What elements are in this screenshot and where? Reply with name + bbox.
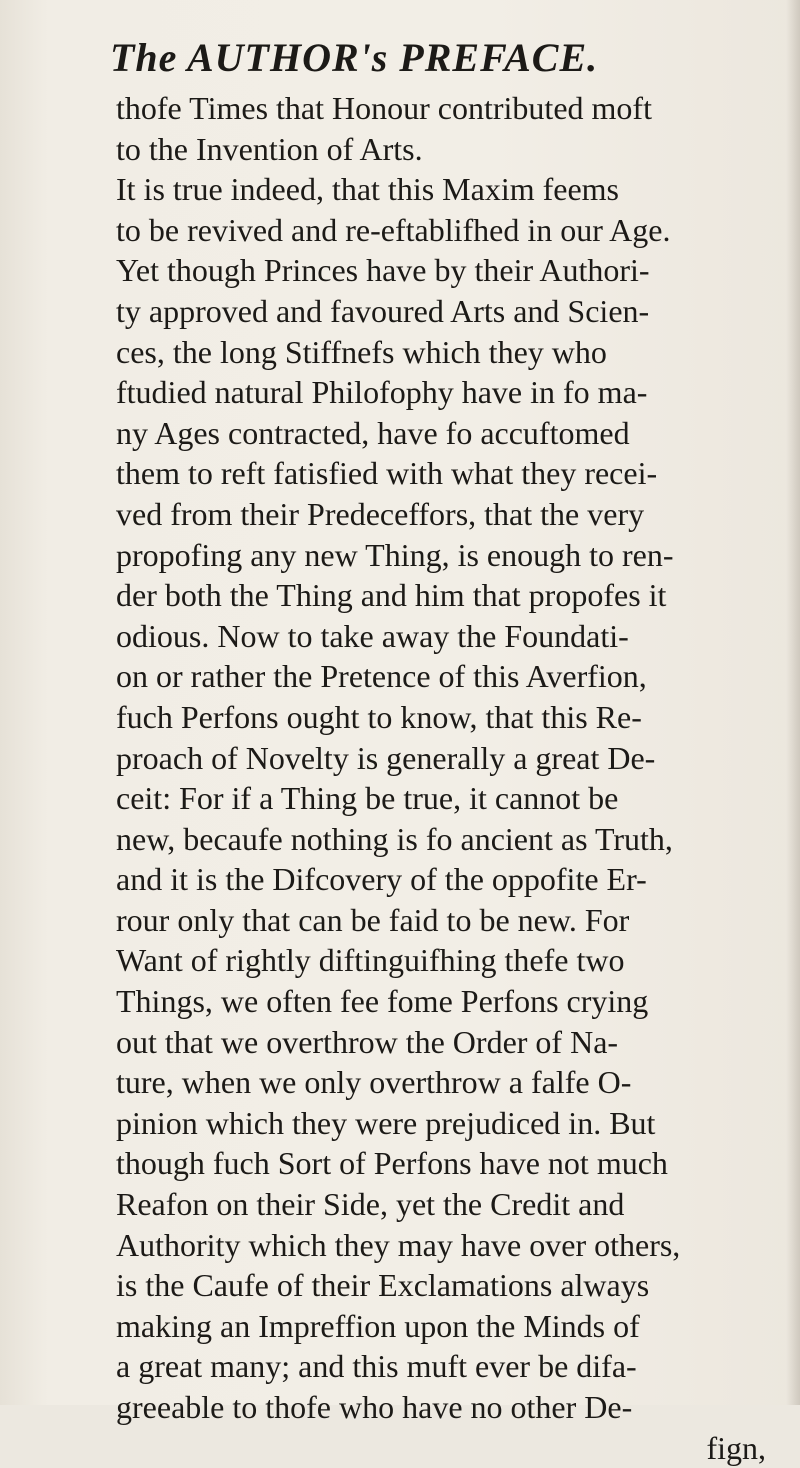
text-line: them to reft fatisfied with what they recei- xyxy=(116,455,658,492)
running-head: The AUTHOR's PREFACE. xyxy=(110,35,599,80)
text-line: to the Invention of Arts. xyxy=(116,130,423,167)
body-text xyxy=(116,88,776,1468)
text-line: to be revived and re-eftablifhed in our Age. xyxy=(116,211,671,248)
text-line: ftudied natural Philofophy have in fo ma- xyxy=(116,374,648,411)
text-line: ved from their Predeceffors, that the very xyxy=(116,495,645,532)
text-line: der both the Thing and him that propofes it xyxy=(116,577,667,614)
text-line: It is true indeed, that this Maxim feems xyxy=(116,171,619,208)
text-line: and it is the Difcovery of the oppofite Er- xyxy=(116,861,647,898)
text-line: ces, the long Stiffnefs which they who xyxy=(116,333,607,370)
text-line: rour only that can be faid to be new. For xyxy=(116,901,630,938)
text-line: odious. Now to take away the Foundati- xyxy=(116,617,629,654)
text-line: though fuch Sort of Perfons have not much xyxy=(116,1145,668,1182)
text-line: ny Ages contracted, have fo accuftomed xyxy=(116,414,630,451)
text-line: proach of Novelty is generally a great De- xyxy=(116,739,656,776)
text-line: ture, when we only overthrow a falfe O- xyxy=(116,1064,632,1101)
text-line: Reafon on their Side, yet the Credit and xyxy=(116,1186,625,1223)
page-edge-shadow xyxy=(786,0,800,1405)
text-line: Authority which they may have over others, xyxy=(116,1226,681,1263)
text-line: ty approved and favoured Arts and Scien- xyxy=(116,292,650,329)
text-line: pinion which they were prejudiced in. But xyxy=(116,1104,656,1141)
text-line: new, becaufe nothing is fo ancient as Truth, xyxy=(116,820,673,857)
catchword: fign, xyxy=(706,1429,766,1466)
text-line: ceit: For if a Thing be true, it cannot be xyxy=(116,780,619,817)
text-line: a great many; and this muft ever be difa- xyxy=(116,1348,637,1385)
text-line: propofing any new Thing, is enough to ren- xyxy=(116,536,674,573)
text-line: Want of rightly diftinguifhing thefe two xyxy=(116,942,625,979)
text-line: making an Impreffion upon the Minds of xyxy=(116,1307,640,1344)
text-line: Yet though Princes have by their Authori- xyxy=(116,252,650,289)
text-line: fuch Perfons ought to know, that this Re- xyxy=(116,698,642,735)
text-line: is the Caufe of their Exclamations always xyxy=(116,1267,650,1304)
text-line: thofe Times that Honour contributed moft xyxy=(116,90,652,126)
text-line: Things, we often fee fome Perfons crying xyxy=(116,983,649,1020)
text-line: greeable to thofe who have no other De- xyxy=(116,1389,633,1425)
text-line: out that we overthrow the Order of Na- xyxy=(116,1023,619,1060)
text-line: on or rather the Pretence of this Averfion, xyxy=(116,658,647,695)
